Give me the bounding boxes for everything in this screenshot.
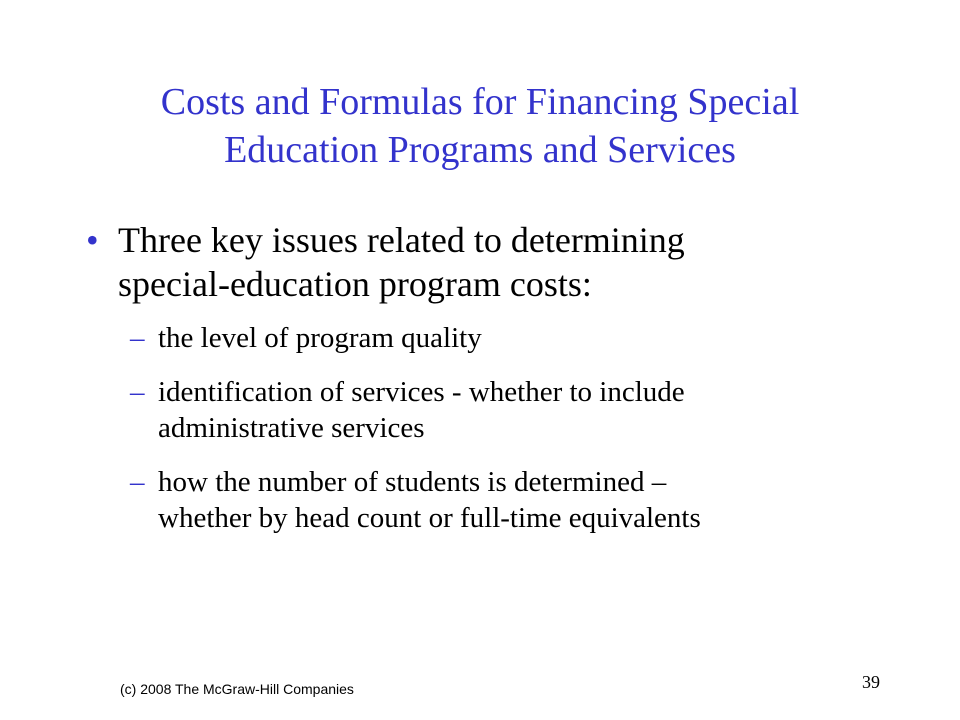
page-number: 39	[862, 672, 880, 692]
slide-body	[86, 218, 906, 554]
bullet-icon: •	[86, 220, 99, 260]
sub-bullet-text: how the number of students is determined –	[158, 466, 667, 498]
sub-bullet-services	[130, 374, 906, 446]
main-bullet	[86, 218, 906, 306]
sub-bullet-text: identification of services - whether to include	[158, 376, 685, 408]
dash-icon: –	[130, 466, 145, 498]
bullet-line-2: special-education program costs:	[118, 264, 592, 304]
sub-bullet-students	[130, 464, 906, 536]
sub-bullet-text: whether by head count or full-time equivalents	[158, 502, 701, 534]
title-line-1: Costs and Formulas for Financing Special	[160, 81, 800, 123]
slide-title	[80, 78, 880, 174]
sub-bullet-list	[86, 320, 906, 536]
sub-bullet-quality	[130, 320, 906, 356]
bullet-line-1: Three key issues related to determining	[118, 220, 685, 260]
dash-icon: –	[130, 376, 145, 408]
dash-icon: –	[130, 322, 145, 354]
sub-bullet-text: administrative services	[158, 412, 425, 444]
sub-bullet-text: the level of program quality	[158, 322, 482, 354]
title-line-2: Education Programs and Services	[224, 129, 736, 171]
copyright-footer: (c) 2008 The McGraw-Hill Companies	[120, 681, 354, 697]
